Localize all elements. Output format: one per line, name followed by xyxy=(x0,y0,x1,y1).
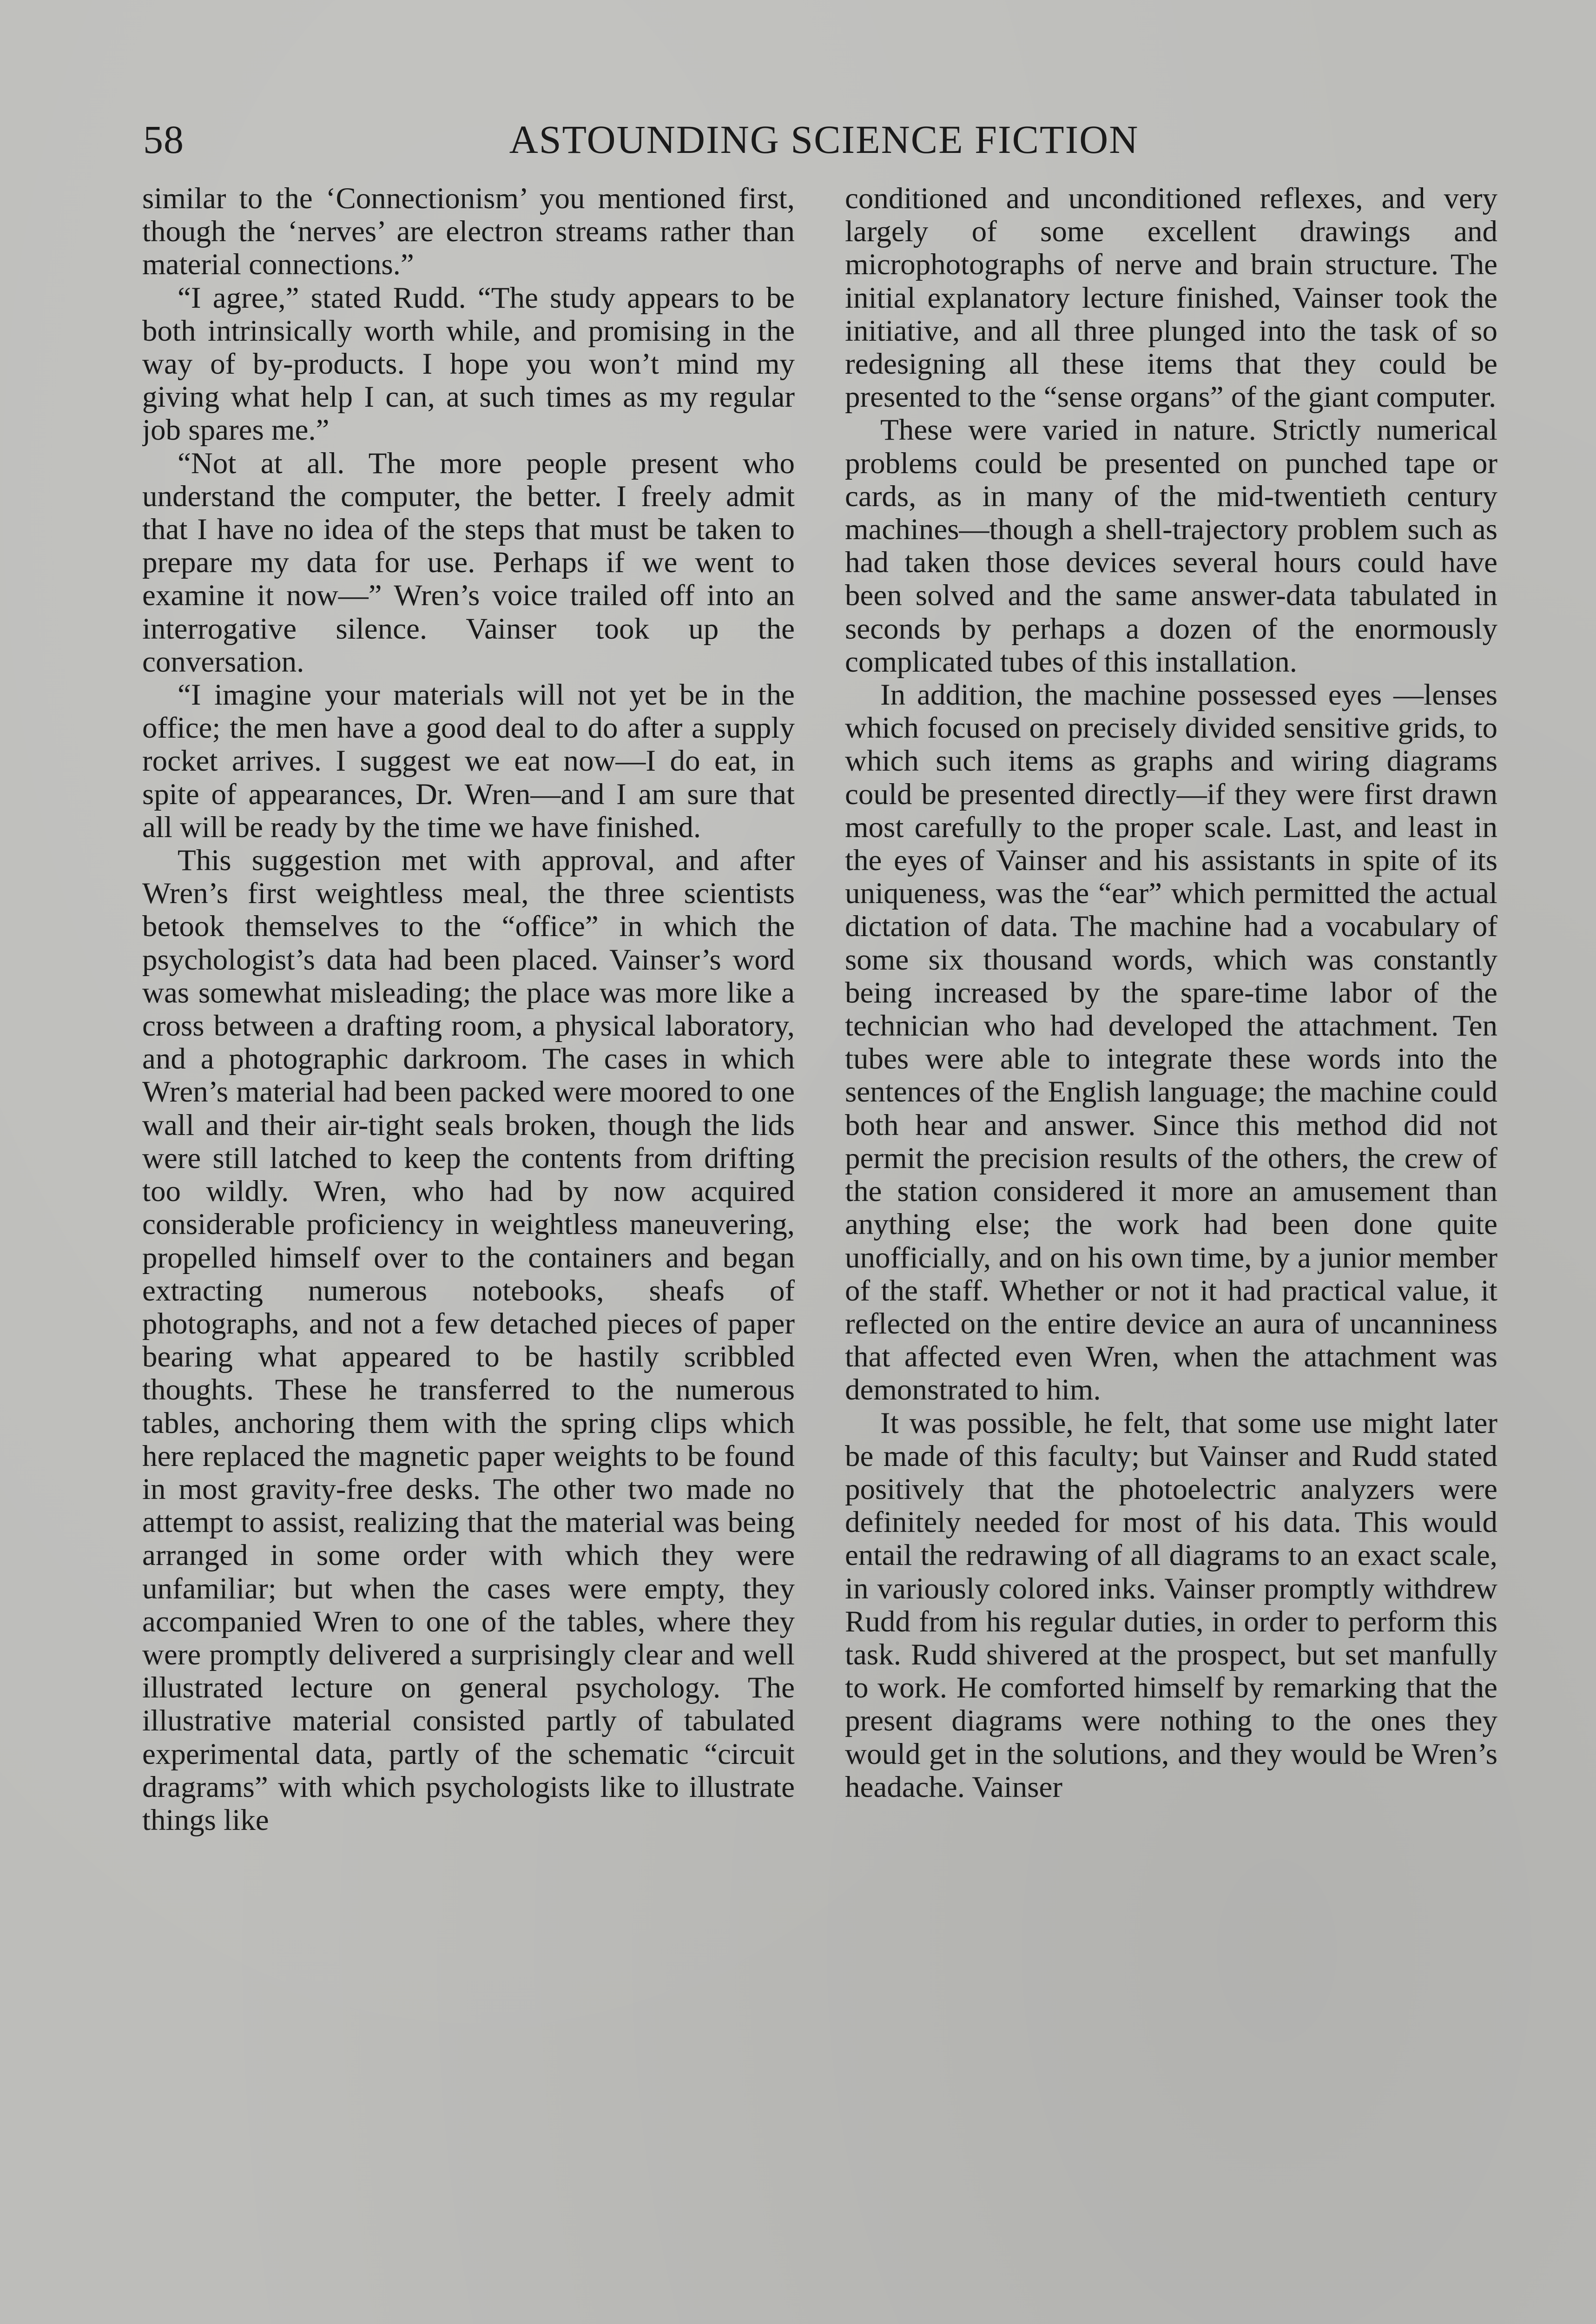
paragraph: These were varied in nature. Strictly numerical problems could be presented on punched tape or cards, as in many of the mid-twentieth century machines—though a shell-trajectory problem such as had taken those devices several hours could have been solved and the same answer-data tabulated in seconds by perhaps a dozen of the enormously complicated tubes of this installation. xyxy=(845,413,1497,679)
paragraph: This suggestion met with approval, and after Wren’s first weightless meal, the three scientists betook themselves to the “office” in which the psychologist’s data had been placed. Vainser’s word was somewhat misleading; the place was more like a cross between a drafting room, a physical laboratory, and a photographic darkroom. The cases in which Wren’s material had been packed were moored to one wall and their air-tight seals broken, though the lids were still latched to keep the contents from drifting too wildly. Wren, who had by now acquired considerable proficiency in weightless maneuvering, propelled himself over to the containers and began extracting numerous notebooks, sheafs of photographs, and not a few detached pieces of paper bearing what appeared to be hastily scribbled thoughts. These he transferred to the numerous tables, anchoring them with the spring clips which here replaced the magnetic paper weights to be found in most gravity-free desks. The other two made no attempt to assist, realizing that the material was being arranged in some order with which they were unfamiliar; but when the cases were empty, they accompanied Wren to one of the tables, where they were promptly delivered a surprisingly clear and well illustrated lecture on general psychology. The illustrative material consisted partly of tabulated experimental data, partly of the schematic “circuit dragrams” with which psychologists like to illustrate things like xyxy=(142,844,795,1837)
paragraph: “I agree,” stated Rudd. “The study appears to be both intrinsically worth while, and promising in the way of by-products. I hope you won’t mind my giving what help I can, at such times as my regular job spares me.” xyxy=(142,281,795,447)
running-header xyxy=(143,114,1505,170)
right-column xyxy=(845,182,1497,2302)
left-column xyxy=(142,182,795,2302)
paragraph: “I imagine your materials will not yet be in the office; the men have a good deal to do after a supply rocket arrives. I suggest we eat now—I do eat, in spite of appearances, Dr. Wren—and I am sure that all will be ready by the time we have finished. xyxy=(142,678,795,844)
page-number: 58 xyxy=(143,117,184,162)
paragraph: similar to the ‘Connectionism’ you mentioned first, though the ‘nerves’ are electron streams rather than material connections.” xyxy=(142,182,795,282)
paragraph: It was possible, he felt, that some use might later be made of this faculty; but Vainser and Rudd stated positively that the photoelectric analyzers were definitely needed for most of his data. This would entail the redrawing of all diagrams to an exact scale, in variously colored inks. Vainser promptly withdrew Rudd from his regular duties, in order to perform this task. Rudd shivered at the prospect, but set manfully to work. He comforted himself by remarking that the present diagrams were nothing to the ones they would get in the solutions, and they would be Wren’s headache. Vainser xyxy=(845,1406,1497,1804)
paragraph: conditioned and unconditioned reflexes, and very largely of some excellent drawings and microphotographs of nerve and brain structure. The initial explanatory lecture finished, Vainser took the initiative, and all three plunged into the task of so redesigning all these items that they could be presented to the “sense organs” of the giant computer. xyxy=(845,182,1497,414)
paragraph: “Not at all. The more people present who understand the computer, the better. I freely admit that I have no idea of the steps that must be taken to prepare my data for use. Perhaps if we went to examine it now—” Wren’s voice trailed off into an interrogative silence. Vainser took up the conversation. xyxy=(142,446,795,679)
running-title: ASTOUNDING SCIENCE FICTION xyxy=(509,117,1139,162)
paragraph: In addition, the machine possessed eyes —lenses which focused on precisely divided sensitive grids, to which such items as graphs and wiring diagrams could be presented directly—if they were first drawn most carefully to the proper scale. Last, and least in the eyes of Vainser and his assistants in spite of its uniqueness, was the “ear” which permitted the actual dictation of data. The machine had a vocabulary of some six thousand words, which was constantly being increased by the spare-time labor of the technician who had developed the attachment. Ten tubes were able to integrate these words into the sentences of the English language; the machine could both hear and answer. Since this method did not permit the precision results of the others, the crew of the station considered it more an amusement than anything else; the work had been done quite unofficially, and on his own time, by a junior member of the staff. Whether or not it had practical value, it reflected on the entire device an aura of uncanniness that affected even Wren, when the attachment was demonstrated to him. xyxy=(845,678,1497,1407)
